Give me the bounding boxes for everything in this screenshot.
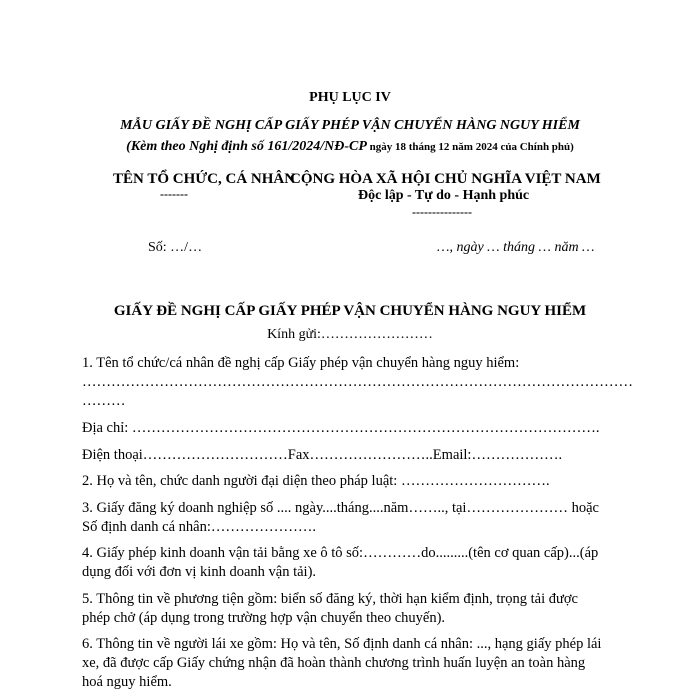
nation-name: CỘNG HÒA XÃ HỘI CHỦ NGHĨA VIỆT NAM [290,171,601,187]
decree-reference-tail: ngày 18 tháng 12 năm 2024 của Chính phủ) [366,141,574,153]
decree-reference-italic: (Kèm theo Nghị định số 161/2024/NĐ-CP [126,139,367,154]
field-3-line-2: Số định danh cá nhân:…………………. [82,519,316,535]
appendix-heading: PHỤ LỤC IV [309,90,391,105]
field-5-line-2: phép chở (áp dụng trong trường hợp vận chuyển theo chuyến). [82,610,446,626]
decree-reference [0,139,700,156]
field-6-line-3: hoá nguy hiểm. [82,674,172,690]
salutation: Kính gửi:…………………… [267,327,433,342]
address-line: Địa chỉ: ……………………………………………………………………………………. [82,420,600,436]
field-3-line-1: 3. Giấy đăng ký doanh nghiệp số .... ngày....tháng....năm…….., tại………………… hoặc [82,500,599,516]
document-number: Số: …/… [148,240,203,255]
motto-rule: --------------- [412,205,472,219]
nation-motto: Độc lập - Tự do - Hạnh phúc [358,188,530,203]
field-1-line-2: …………………………………………………………………………………………………… [82,374,633,390]
org-name-rule: ------- [160,187,188,201]
form-title: MẪU GIẤY ĐỀ NGHỊ CẤP GIẤY PHÉP VẬN CHUYỂN HÀNG NGUY HIỂM [120,118,580,133]
contact-line: Điện thoại…………………………Fax……………………..Email:………………. [82,447,563,463]
field-4-line-1: 4. Giấy phép kinh doanh vận tải bằng xe ô tô số:…………do.........(tên cơ quan cấp)...(áp [82,545,599,561]
field-5-line-1: 5. Thông tin về phương tiện gồm: biển số đăng ký, thời hạn kiểm định, trọng tải được [82,591,578,607]
org-name-label: TÊN TỔ CHỨC, CÁ NHÂN [113,171,296,187]
document-title: GIẤY ĐỀ NGHỊ CẤP GIẤY PHÉP VẬN CHUYỂN HÀNG NGUY HIỂM [113,303,587,319]
field-2: 2. Họ và tên, chức danh người đại diện theo pháp luật: …………………………. [82,473,550,489]
field-6-line-2: xe, đã được cấp Giấy chứng nhận đã hoàn thành chương trình huấn luyện an toàn hàng [82,655,586,671]
field-4-line-2: dụng đối với đơn vị kinh doanh vận tải). [82,564,317,580]
document-date: …, ngày … tháng … năm … [437,240,595,255]
field-6-line-1: 6. Thông tin về người lái xe gồm: Họ và tên, Số định danh cá nhân: ..., hạng giấy phép lái [82,636,602,652]
field-1-line-1: 1. Tên tổ chức/cá nhân đề nghị cấp Giấy phép vận chuyển hàng nguy hiểm: [82,355,520,371]
field-1-line-3: ……… [82,393,126,409]
